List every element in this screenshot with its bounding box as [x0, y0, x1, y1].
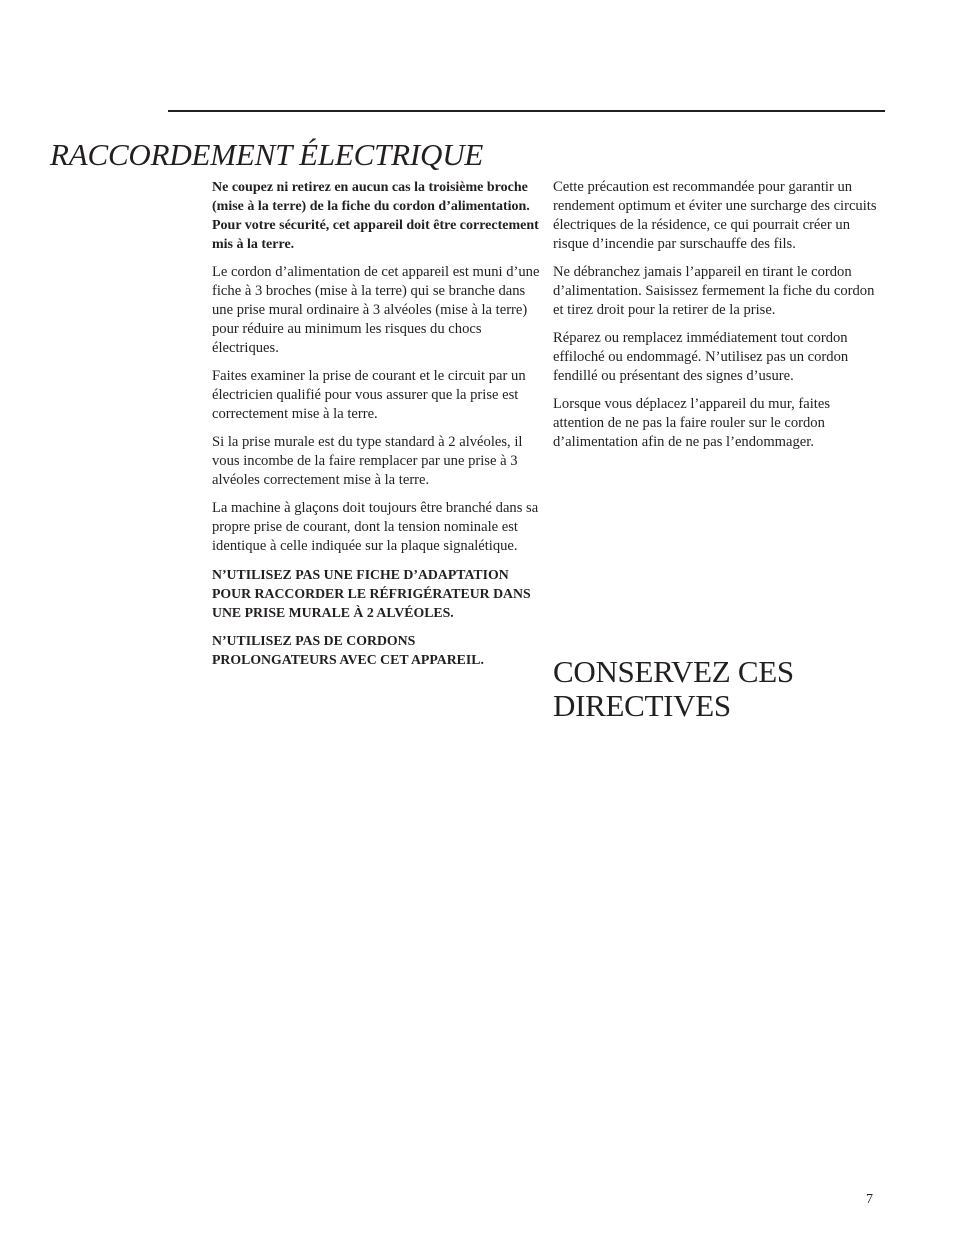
grounding-warning-paragraph: Ne coupez ni retirez en aucun cas la troisième broche (mise à la terre) de la fiche du cordon d’alimentation. Pour votre sécurité, cet appareil doit être correctement mis à la terre.: [212, 180, 539, 252]
repair-cord-paragraph: Réparez ou remplacez immédiatement tout cordon effiloché ou endommagé. N’utilisez pas un cordon fendillé ou présentant des signes d’usure.: [553, 330, 849, 384]
extension-cord-warning: N’UTILISEZ PAS DE CORDONS PROLONGATEURS AVEC CET APPAREIL.: [212, 633, 484, 667]
unplug-paragraph: Ne débranchez jamais l’appareil en tirant le cordon d’alimentation. Saisissez fermement la fiche du cordon et tirez droit pour la retirer de la prise.: [553, 264, 875, 318]
electrician-check-paragraph: Faites examiner la prise de courant et le circuit par un électricien qualifié pour vous assurer que la prise est correctement mise à la terre.: [212, 368, 526, 422]
adapter-warning: N’UTILISEZ PAS UNE FICHE D’ADAPTATION POUR RACCORDER LE RÉFRIGÉRATEUR DANS UNE PRISE MURALE À 2 ALVÉOLES.: [212, 567, 531, 620]
power-cord-paragraph: Le cordon d’alimentation de cet appareil est muni d’une fiche à 3 broches (mise à la terre) qui se branche dans une prise mural ordinaire à 3 alvéoles (mise à la terre) pour réduire au minimum les risques du chocs électriques.: [212, 264, 540, 356]
right-column: [553, 178, 878, 461]
section-title: RACCORDEMENT ÉLECTRIQUE: [50, 137, 484, 172]
precaution-paragraph: Cette précaution est recommandée pour garantir un rendement optimum et éviter une surcharge des circuits électriques de la résidence, ce qui pourrait créer un risque d’incendie par surschauffe des fils.: [553, 179, 877, 252]
save-instructions-title: CONSERVEZ CES DIRECTIVES: [553, 654, 794, 723]
left-column: [212, 178, 542, 678]
top-rule: [168, 110, 885, 112]
moving-appliance-paragraph: Lorsque vous déplacez l’appareil du mur, faites attention de ne pas la faire rouler sur le cordon d’alimentation afin de ne pas l’endommager.: [553, 396, 830, 450]
two-prong-outlet-paragraph: Si la prise murale est du type standard à 2 alvéoles, il vous incombe de la faire remplacer par une prise à 3 alvéoles correctement mise à la terre.: [212, 434, 523, 488]
page-number: 7: [866, 1192, 873, 1207]
dedicated-outlet-paragraph: La machine à glaçons doit toujours être branché dans sa propre prise de courant, dont la tension nominale est identique à celle indiquée sur la plaque signalétique.: [212, 500, 539, 554]
